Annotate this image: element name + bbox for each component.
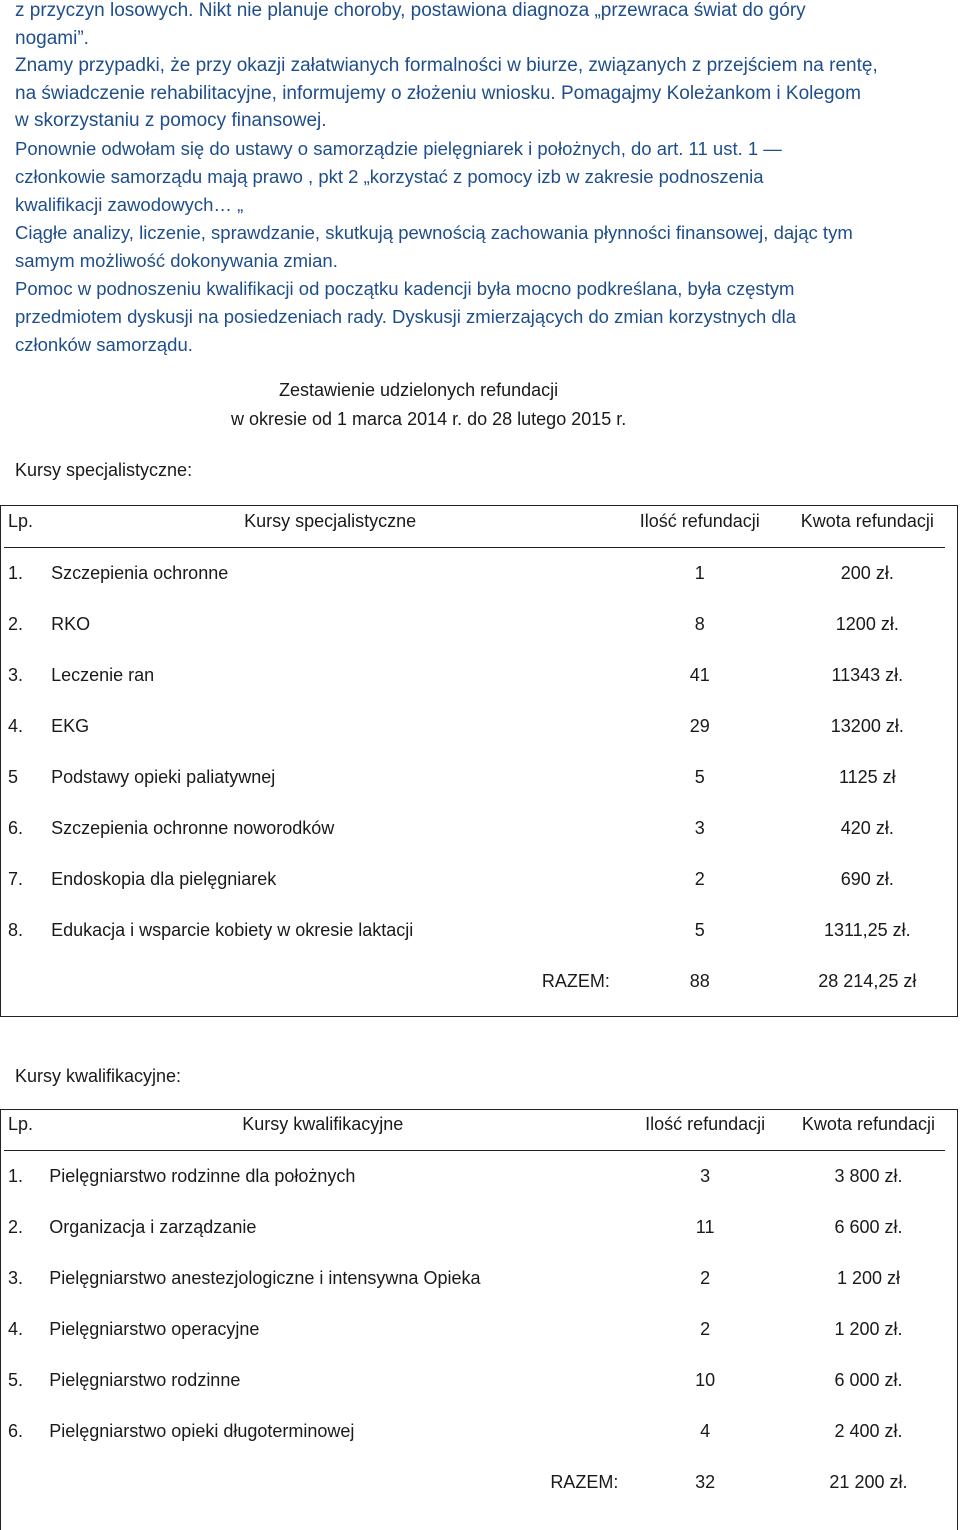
body-line: Pomoc w podnoszeniu kwalifikacji od początku kadencji była mocno podkreślana, była częstym bbox=[15, 277, 795, 299]
row-amount: 13200 zł. bbox=[830, 716, 904, 736]
table-row bbox=[4, 905, 945, 956]
total-label: RAZEM: bbox=[541, 971, 610, 991]
row-lp: 5 bbox=[8, 767, 19, 787]
row-count: 29 bbox=[689, 716, 710, 736]
row-lp: 5. bbox=[8, 1370, 24, 1390]
total-amount: 28 214,25 zł bbox=[818, 971, 917, 991]
table-header-row bbox=[4, 1099, 945, 1151]
table-row bbox=[4, 803, 945, 854]
row-count: 2 bbox=[700, 1268, 711, 1288]
total-label: RAZEM: bbox=[550, 1472, 619, 1492]
row-amount: 6 000 zł. bbox=[834, 1370, 903, 1390]
row-amount: 200 zł. bbox=[840, 563, 894, 583]
row-lp: 8. bbox=[8, 920, 24, 940]
row-course: Podstawy opieki paliatywnej bbox=[51, 767, 276, 787]
row-count: 2 bbox=[694, 869, 705, 889]
col-header: Ilość refundacji bbox=[618, 1099, 792, 1151]
row-amount: 1125 zł bbox=[838, 767, 896, 787]
body-line: samym możliwość dokonywania zmian. bbox=[15, 249, 338, 271]
col-header: Lp. bbox=[4, 1099, 49, 1151]
table-total-row bbox=[4, 956, 945, 1007]
row-lp: 4. bbox=[8, 1319, 24, 1339]
row-lp: 1. bbox=[8, 563, 24, 583]
kwal-table bbox=[4, 1099, 945, 1508]
table-row bbox=[4, 854, 945, 905]
table-row bbox=[4, 548, 945, 600]
row-amount: 3 800 zł. bbox=[834, 1166, 903, 1186]
row-count: 3 bbox=[700, 1166, 711, 1186]
row-count: 11 bbox=[695, 1217, 715, 1237]
body-line: członkowie samorządu mają prawo , pkt 2 „korzystać z pomocy izb w zakresie podnoszenia bbox=[15, 165, 764, 187]
row-lp: 3. bbox=[8, 1268, 24, 1288]
row-lp: 6. bbox=[8, 1421, 24, 1441]
row-lp: 4. bbox=[8, 716, 24, 736]
row-count: 2 bbox=[700, 1319, 711, 1339]
table-row bbox=[4, 1151, 945, 1203]
row-lp: 7. bbox=[8, 869, 24, 889]
row-amount: 11343 zł. bbox=[831, 665, 904, 685]
table-row bbox=[4, 1253, 945, 1304]
row-count: 41 bbox=[689, 665, 710, 685]
row-course: Pielęgniarstwo anestezjologiczne i intensywna Opieka bbox=[49, 1268, 481, 1288]
row-count: 5 bbox=[694, 920, 705, 940]
row-course: Endoskopia dla pielęgniarek bbox=[51, 869, 277, 889]
kwal-section-label: Kursy kwalifikacyjne: bbox=[15, 1066, 182, 1086]
row-amount: 1 200 zł bbox=[836, 1268, 900, 1288]
row-count: 4 bbox=[700, 1421, 711, 1441]
col-header: Ilość refundacji bbox=[610, 496, 790, 548]
row-lp: 3. bbox=[8, 665, 24, 685]
row-amount: 1200 zł. bbox=[835, 614, 899, 634]
row-amount: 6 600 zł. bbox=[834, 1217, 903, 1237]
intro-text bbox=[15, 0, 960, 359]
summary-period: w okresie od 1 marca 2014 r. do 28 lutego 2015 r. bbox=[231, 409, 627, 429]
table-row bbox=[4, 1406, 945, 1457]
row-course: Leczenie ran bbox=[51, 665, 155, 685]
row-amount: 690 zł. bbox=[840, 869, 894, 889]
spec-section-label: Kursy specjalistyczne: bbox=[15, 460, 193, 480]
col-header: Kwota refundacji bbox=[790, 496, 945, 548]
table-header-row bbox=[4, 496, 945, 548]
table-row bbox=[4, 1202, 945, 1253]
row-lp: 1. bbox=[8, 1166, 24, 1186]
total-amount: 21 200 zł. bbox=[829, 1472, 908, 1492]
body-line: Ciągłe analizy, liczenie, sprawdzanie, skutkują pewnością zachowania płynności finansowej, dając tym bbox=[15, 221, 853, 243]
row-count: 1 bbox=[694, 563, 705, 583]
row-count: 10 bbox=[695, 1370, 716, 1390]
row-lp: 2. bbox=[8, 1217, 24, 1237]
body-line: Ponownie odwołam się do ustawy o samorządzie pielęgniarek i położnych, do art. 11 ust. 1 — bbox=[15, 137, 782, 159]
summary-heading: Zestawienie udzielonych refundacji bbox=[279, 380, 559, 400]
table-row bbox=[4, 599, 945, 650]
row-course: Szczepienia ochronne noworodków bbox=[51, 818, 335, 838]
row-course: Pielęgniarstwo opieki długoterminowej bbox=[49, 1421, 355, 1441]
row-amount: 1 200 zł. bbox=[834, 1319, 903, 1339]
table-row bbox=[4, 752, 945, 803]
row-course: EKG bbox=[51, 716, 90, 736]
table-total-row bbox=[4, 1457, 945, 1508]
body-line: członków samorządu. bbox=[15, 333, 193, 355]
table-row bbox=[4, 1355, 945, 1406]
table-row bbox=[4, 701, 945, 752]
row-course: Edukacja i wsparcie kobiety w okresie laktacji bbox=[51, 920, 414, 940]
spec-table bbox=[4, 496, 945, 1007]
row-amount: 420 zł. bbox=[840, 818, 894, 838]
row-amount: 2 400 zł. bbox=[834, 1421, 903, 1441]
col-header: Kwota refundacji bbox=[792, 1099, 945, 1151]
row-course: RKO bbox=[51, 614, 91, 634]
intro-line: nogami”. bbox=[15, 27, 89, 49]
row-lp: 2. bbox=[8, 614, 24, 634]
table-row bbox=[4, 650, 945, 701]
row-count: 5 bbox=[694, 767, 705, 787]
col-header: Kursy kwalifikacyjne bbox=[49, 1099, 618, 1151]
row-count: 8 bbox=[694, 614, 705, 634]
row-amount: 1311,25 zł. bbox=[823, 920, 911, 940]
row-course: Pielęgniarstwo operacyjne bbox=[49, 1319, 260, 1339]
row-course: Organizacja i zarządzanie bbox=[49, 1217, 257, 1237]
col-header: Kursy specjalistyczne bbox=[51, 496, 610, 548]
body-line: kwalifikacji zawodowych… „ bbox=[15, 193, 244, 215]
intro-line: Znamy przypadki, że przy okazji załatwianych formalności w biurze, związanych z przejściem na rentę, bbox=[15, 55, 878, 76]
body-line: przedmiotem dyskusji na posiedzeniach rady. Dyskusji zmierzających do zmian korzystnych dla bbox=[15, 305, 797, 327]
table-row bbox=[4, 1304, 945, 1355]
intro-line: na świadczenie rehabilitacyjne, informujemy o złożeniu wniosku. Pomagajmy Koleżankom i Kolegom bbox=[15, 82, 861, 104]
row-lp: 6. bbox=[8, 818, 24, 838]
row-course: Szczepienia ochronne bbox=[51, 563, 229, 583]
intro-line: z przyczyn losowych. Nikt nie planuje choroby, postawiona diagnoza „przewraca świat do góry bbox=[15, 0, 806, 21]
row-count: 3 bbox=[694, 818, 705, 838]
intro-line: w skorzystaniu z pomocy finansowej. bbox=[15, 110, 327, 131]
total-count: 32 bbox=[695, 1472, 716, 1492]
row-course: Pielęgniarstwo rodzinne dla położnych bbox=[49, 1166, 356, 1186]
total-count: 88 bbox=[689, 971, 710, 991]
col-header: Lp. bbox=[4, 496, 51, 548]
row-course: Pielęgniarstwo rodzinne bbox=[49, 1370, 241, 1390]
